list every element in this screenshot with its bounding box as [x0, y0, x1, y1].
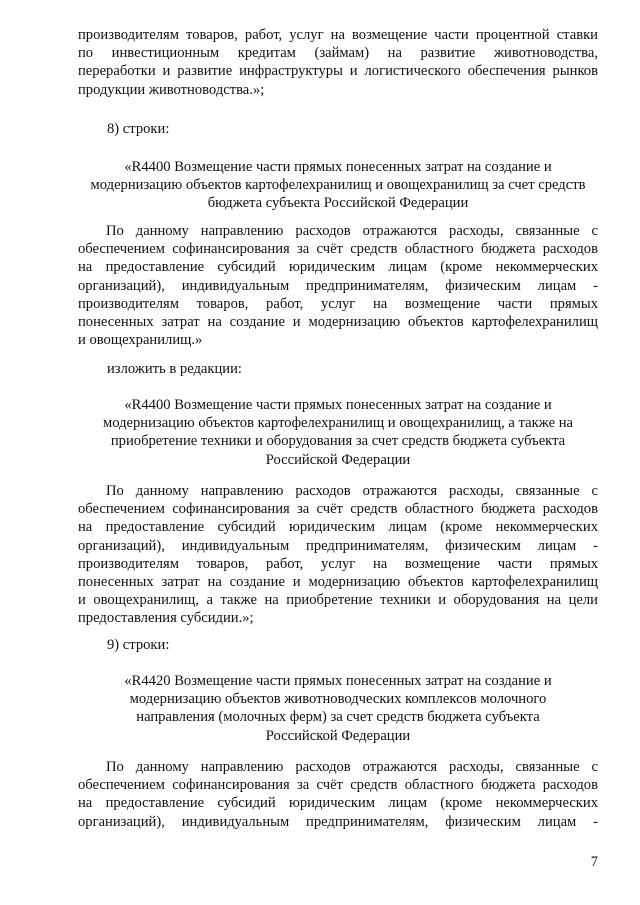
heading-line: направления (молочных ферм) за счет средств бюджета субъекта — [136, 709, 540, 726]
text-line: обеспечением софинансирования за счёт средств областного бюджета расходов — [78, 241, 598, 258]
heading-line: Российской Федерации — [265, 451, 411, 468]
text-line: организаций), индивидуальным предпринимателям, физическим лицам - — [78, 813, 598, 830]
text-line: обеспечением софинансирования за счёт средств областного бюджета расходов — [78, 777, 598, 794]
heading-r4420 — [78, 672, 598, 745]
heading-line: модернизацию объектов животноводческих комплексов молочного — [129, 691, 547, 708]
text-line: продукции животноводства.»; — [78, 81, 265, 98]
text-line: По данному направлению расходов отражаются расходы, связанные с — [106, 483, 598, 499]
heading-line: «R4420 Возмещение части прямых понесенных затрат на создание и — [124, 673, 552, 689]
text-line: понесенных затрат на создание и модернизацию объектов картофелехранилищ — [78, 574, 598, 591]
text-line: организаций), индивидуальным предпринимателям, физическим лицам - — [78, 537, 598, 554]
paragraph-r4420 — [78, 758, 598, 831]
text-line: понесенных затрат на создание и модернизацию объектов картофелехранилищ — [78, 314, 598, 331]
text-line: обеспечением софинансирования за счёт средств областного бюджета расходов — [78, 501, 598, 518]
item-8-label: 8) строки: — [107, 121, 170, 137]
heading-line: Российской Федерации — [265, 727, 411, 744]
item-9-label: 9) строки: — [107, 637, 170, 653]
text-line: производителям товаров, работ, услуг на возмещение части прямых — [78, 295, 598, 312]
heading-old-r4400 — [78, 158, 598, 213]
text-line: на предоставление субсидий юридическим лицам (кроме некоммерческих — [78, 519, 598, 536]
text-line: на предоставление субсидий юридическим лицам (кроме некоммерческих — [78, 795, 598, 812]
text-line: по инвестиционным кредитам (займам) на развитие животноводства, — [78, 45, 598, 62]
paragraph-new-r4400 — [78, 482, 598, 628]
heading-line: модернизацию объектов картофелехранилищ и овощехранилищ за счет средств — [90, 177, 586, 194]
text-line: переработки и развитие инфраструктуры и логистического обеспечения рынков — [78, 63, 598, 80]
text-line: По данному направлению расходов отражаются расходы, связанные с — [106, 759, 598, 775]
heading-line: бюджета субъекта Российской Федерации — [207, 195, 469, 212]
heading-line: модернизацию объектов картофелехранилищ и овощехранилищ, а также на — [103, 415, 573, 432]
text-line: По данному направлению расходов отражаются расходы, связанные с — [106, 223, 598, 239]
text-line: на предоставление субсидий юридическим лицам (кроме некоммерческих — [78, 259, 598, 276]
paragraph-old-r4400 — [78, 222, 598, 349]
text-line: производителям товаров, работ, услуг на возмещение части процентной ставки — [78, 27, 598, 43]
heading-line: «R4400 Возмещение части прямых понесенных затрат на создание и — [124, 397, 552, 413]
top-paragraph — [78, 26, 598, 99]
text-line: и овощехранилищ.» — [78, 332, 203, 349]
heading-line: приобретение техники и оборудования за счет средств бюджета субъекта — [110, 433, 566, 450]
heading-new-r4400 — [78, 396, 598, 469]
edit-label: изложить в редакции: — [107, 361, 242, 377]
text-line: организаций), индивидуальным предпринимателям, физическим лицам - — [78, 277, 598, 294]
text-line: и овощехранилищ, а также на приобретение техники и оборудования на цели — [78, 592, 598, 609]
heading-line: «R4400 Возмещение части прямых понесенных затрат на создание и — [124, 159, 552, 175]
text-line: предоставления субсидии.»; — [78, 610, 254, 627]
text-line: производителям товаров, работ, услуг на возмещение части прямых — [78, 555, 598, 572]
page-number: 7 — [590, 854, 598, 870]
